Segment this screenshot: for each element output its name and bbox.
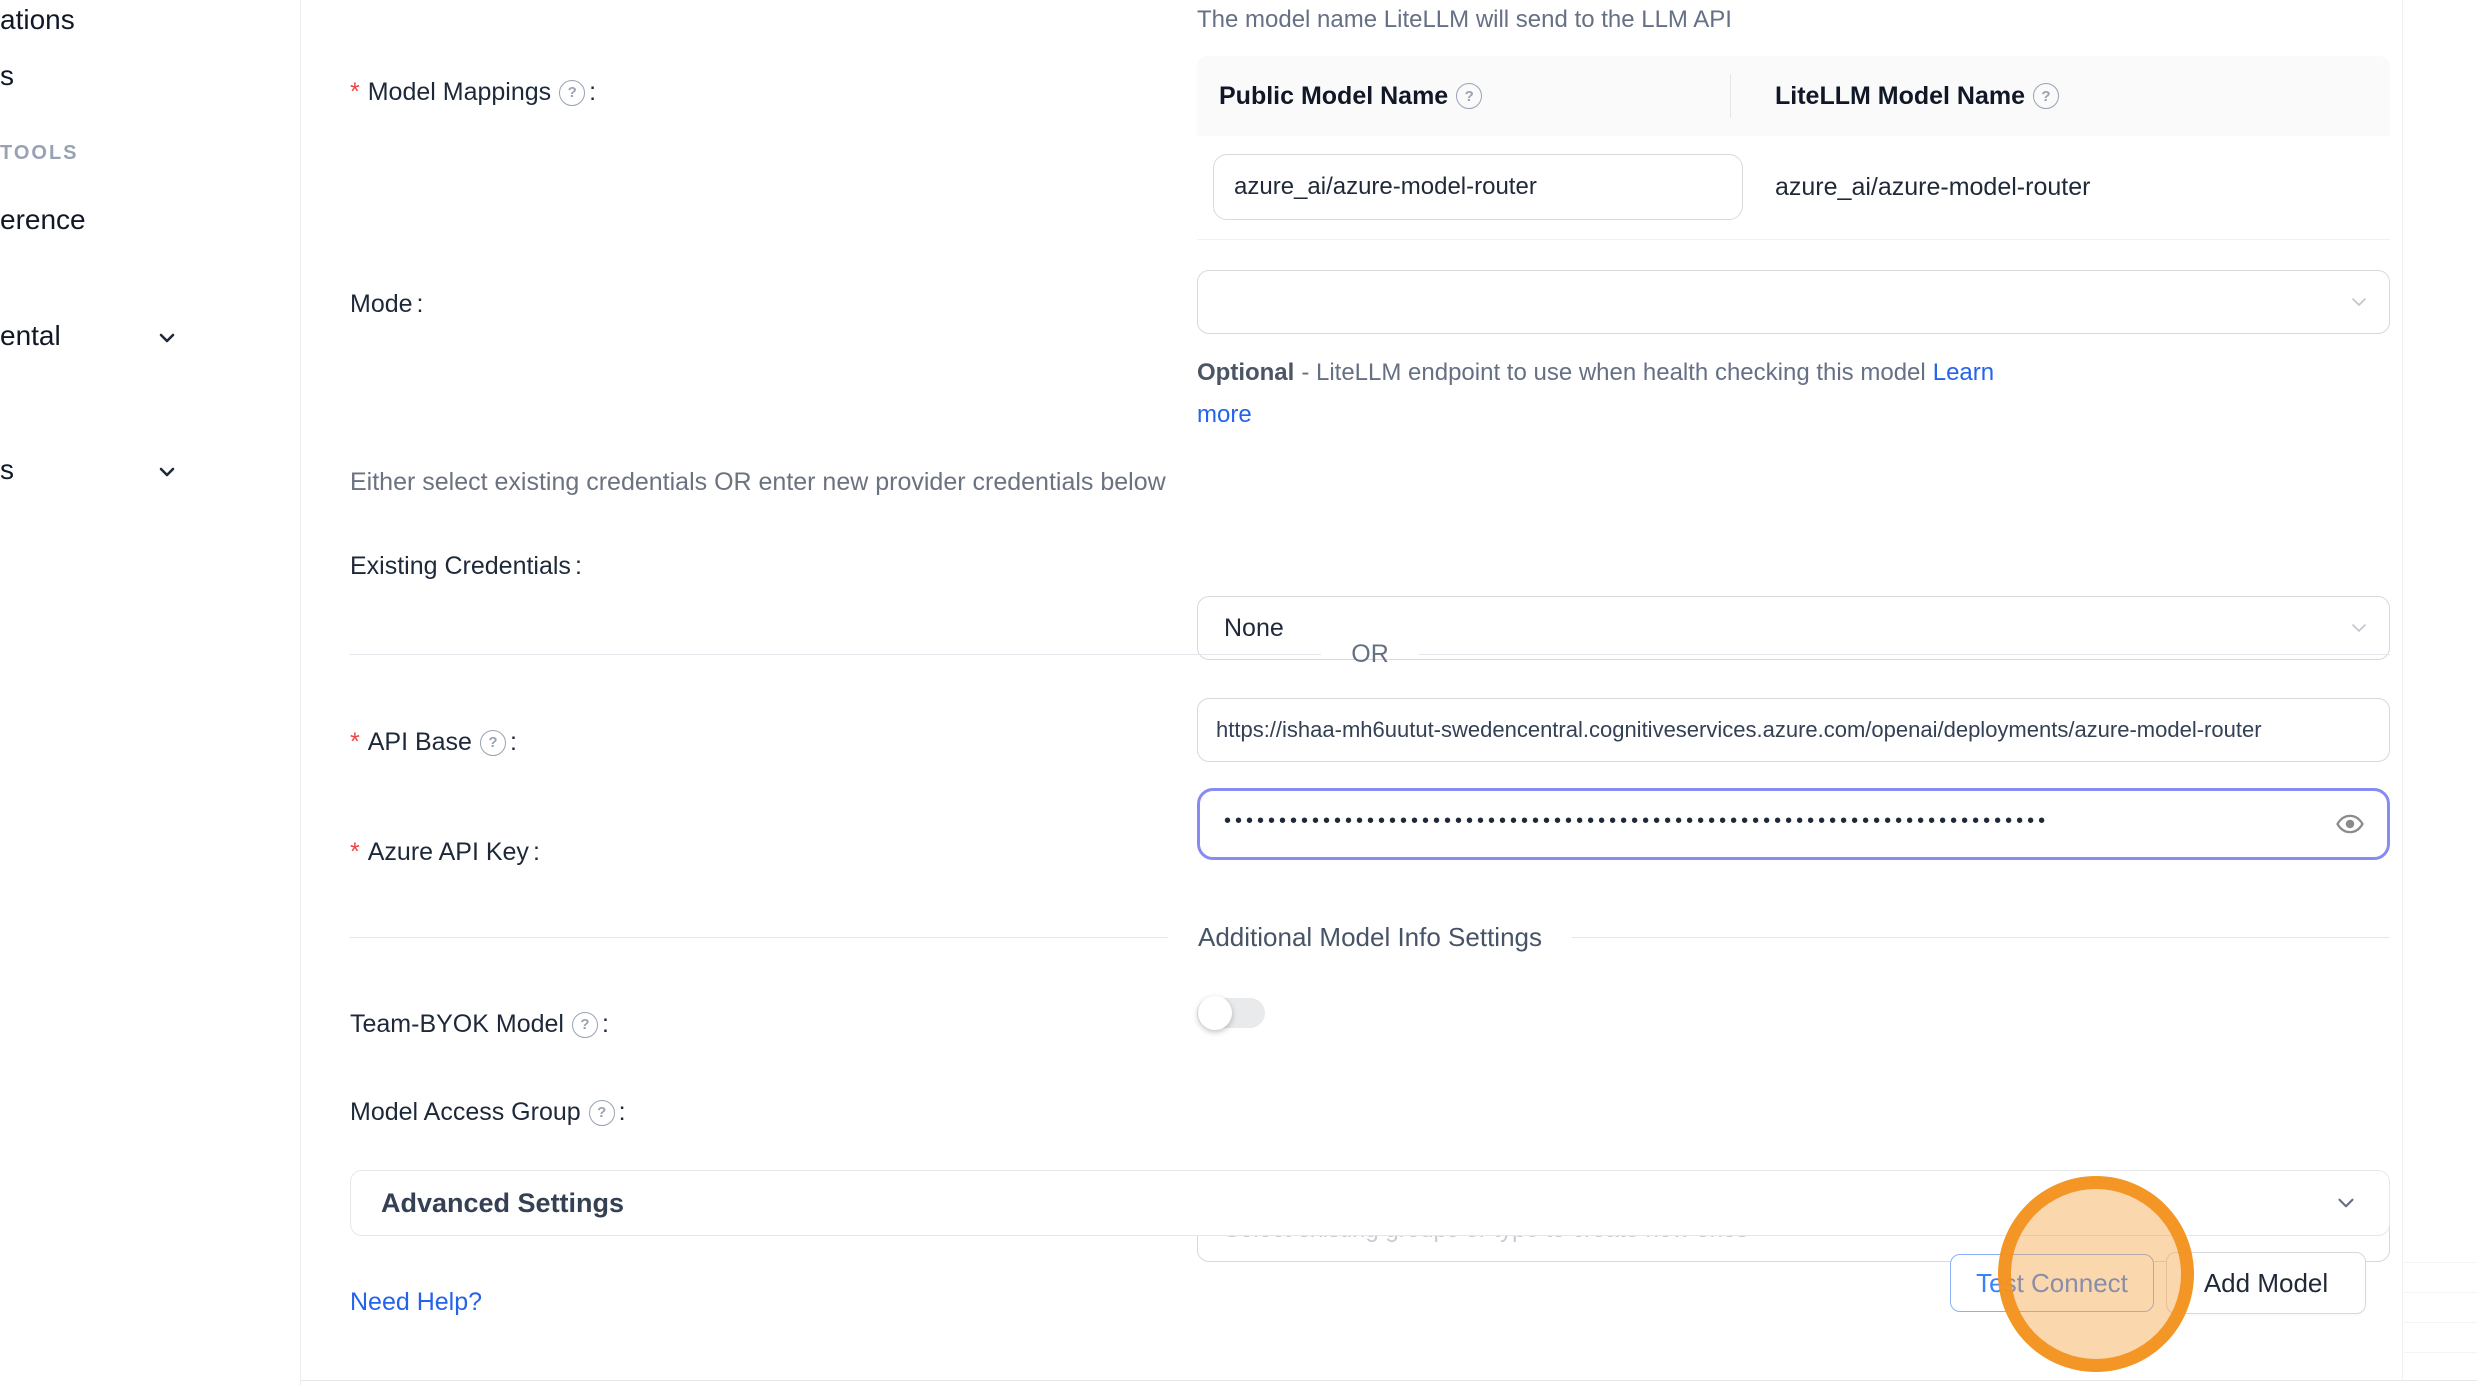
background-hairline (2402, 1352, 2477, 1353)
team-byok-toggle[interactable] (1197, 998, 1265, 1028)
public-model-name-header: Public Model Name ? (1197, 82, 1730, 111)
sidebar-item-organizations[interactable]: ations (0, 4, 75, 35)
need-help-link[interactable]: Need Help? (350, 1288, 483, 1316)
litellm-model-name-hint: The model name LiteLLM will send to the LLM API (1197, 6, 1732, 33)
sidebar-item-1[interactable]: s (0, 60, 14, 91)
model-mappings-label: * Model Mappings ? : (350, 78, 597, 106)
help-icon[interactable]: ? (559, 80, 585, 106)
api-base-label: * API Base ? : (350, 728, 517, 756)
chevron-down-icon (155, 460, 179, 484)
background-hairline (2402, 1262, 2477, 1263)
chevron-down-icon (2347, 290, 2371, 314)
existing-credentials-label: Existing Credentials : (350, 552, 582, 580)
help-icon[interactable]: ? (480, 730, 506, 756)
model-mappings-table-header (1197, 56, 2390, 136)
column-divider (1730, 74, 1731, 118)
sidebar-section-tools: TOOLS (0, 142, 79, 164)
help-icon[interactable]: ? (2033, 83, 2059, 109)
help-icon[interactable]: ? (572, 1012, 598, 1038)
sidebar-item-api-reference[interactable]: erence (0, 204, 86, 235)
advanced-settings-title: Advanced Settings (381, 1187, 625, 1218)
sidebar-item-settings[interactable]: s (0, 454, 14, 485)
panel-right-border (2402, 0, 2403, 1380)
credentials-note: Either select existing credentials OR enter new provider credentials below (350, 468, 1166, 496)
api-base-input[interactable] (1197, 698, 2390, 762)
mode-select[interactable] (1197, 270, 2390, 334)
additional-info-divider: Additional Model Info Settings (350, 918, 2390, 956)
help-icon[interactable]: ? (1456, 83, 1482, 109)
sidebar (0, 0, 301, 1385)
azure-api-key-input[interactable] (1197, 788, 2390, 860)
mode-label: Mode : (350, 290, 424, 318)
required-mark: * (350, 728, 360, 756)
chevron-down-icon (2333, 1190, 2359, 1216)
azure-api-key-label: * Azure API Key : (350, 838, 540, 866)
toggle-knob (1198, 996, 1232, 1030)
background-hairline (2402, 1292, 2477, 1293)
team-byok-label: Team-BYOK Model ? : (350, 1010, 609, 1038)
model-mappings-table-row (1197, 136, 2390, 240)
existing-credentials-select[interactable]: None (1197, 596, 2390, 660)
advanced-settings-panel[interactable] (350, 1170, 2390, 1236)
sidebar-item-experimental[interactable]: ental (0, 320, 61, 351)
background-hairline (2402, 1322, 2477, 1323)
mode-hint: Optional - LiteLLM endpoint to use when health checking this model Learn more (1197, 359, 1995, 428)
masked-api-key: ••••••••••••••••••••••••••••••••••••••••••••••••••••••••••••••••••••••••••• (1224, 809, 2050, 832)
help-icon[interactable]: ? (589, 1100, 615, 1126)
model-mappings-table (1197, 56, 2390, 240)
card-bottom-border (301, 1380, 2477, 1381)
public-model-name-input[interactable] (1213, 154, 1743, 220)
eye-icon[interactable] (2335, 809, 2365, 839)
learn-more-link[interactable]: Learn more (1197, 359, 1995, 428)
litellm-model-name-header: LiteLLM Model Name ? (1730, 82, 2059, 111)
test-connect-button[interactable]: Test Connect (1950, 1254, 2154, 1312)
required-mark: * (350, 838, 360, 866)
add-model-button[interactable]: Add Model (2166, 1252, 2366, 1314)
or-divider: OR (350, 636, 2390, 672)
chevron-down-icon (155, 326, 179, 350)
litellm-model-name-value: azure_ai/azure-model-router (1775, 173, 2091, 201)
model-access-group-label: Model Access Group ? : (350, 1098, 626, 1126)
required-mark: * (350, 78, 360, 106)
